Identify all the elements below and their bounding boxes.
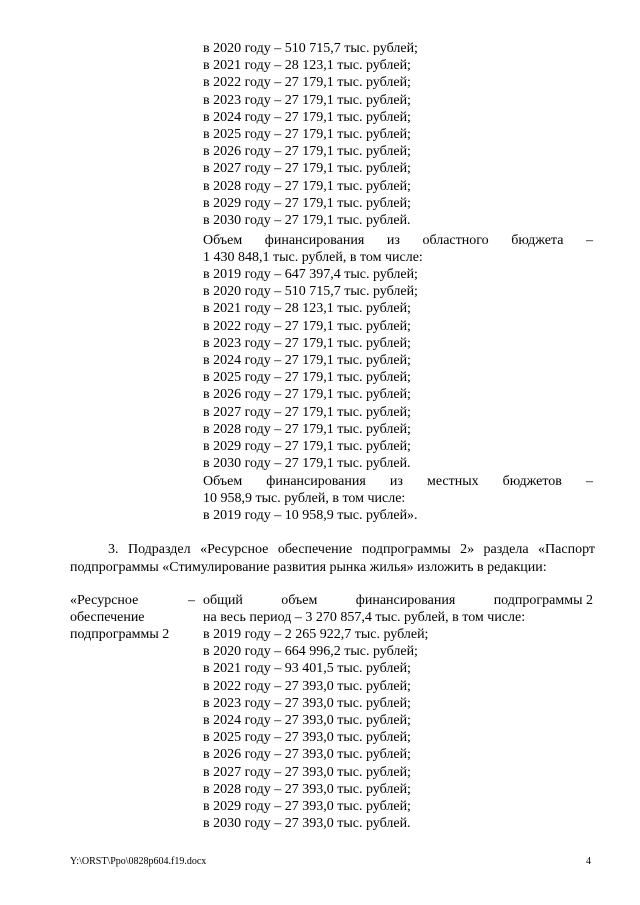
heading-word: общий [203, 593, 243, 608]
heading-word: из [386, 233, 400, 248]
amount-line: в 2019 году – 2 265 922,7 тыс. рублей; [203, 627, 429, 642]
amount-line: в 2030 году – 27 179,1 тыс. рублей. [203, 456, 411, 472]
regional-heading [203, 232, 593, 249]
heading-word: финансирования [355, 593, 456, 608]
heading-word: – [585, 474, 593, 489]
amount-line: в 2028 году – 27 393,0 тыс. рублей; [203, 781, 411, 797]
amount-line: в 2030 году – 27 179,1 тыс. рублей. [203, 213, 411, 228]
local-total: 10 958,9 тыс. рублей, в том числе: [203, 491, 406, 506]
amount-line: в 2025 году – 27 179,1 тыс. рублей; [203, 127, 411, 142]
section-total: на весь период – 3 270 857,4 тыс. рублей, в том числе: [203, 610, 526, 625]
amount-line: в 2027 году – 27 393,0 тыс. рублей; [203, 764, 411, 780]
amount-line: в 2020 году – 510 715,7 тыс. рублей; [203, 284, 418, 300]
section-dash: – [188, 593, 195, 608]
section-heading [203, 592, 593, 609]
amount-line: в 2021 году – 28 123,1 тыс. рублей; [203, 58, 411, 74]
heading-word: подпрограммы 2 [493, 593, 593, 608]
section-label-2: обеспечение [70, 610, 145, 625]
amount-line: в 2022 году – 27 179,1 тыс. рублей; [203, 318, 411, 334]
section-label-3: подпрограммы 2 [70, 627, 170, 642]
amount-line: в 2022 году – 27 179,1 тыс. рублей; [203, 75, 411, 91]
amount-line: в 2029 году – 27 179,1 тыс. рублей; [203, 195, 411, 211]
amount-line: в 2027 году – 27 179,1 тыс. рублей; [203, 404, 411, 420]
heading-word: объем [281, 593, 318, 608]
heading-word: бюджетов [502, 474, 562, 489]
amount-line: в 2022 году – 27 393,0 тыс. рублей; [203, 678, 411, 694]
footer-path: Y:\ORST\Ppo\0828p604.f19.docx [70, 856, 207, 867]
amount-line: в 2023 году – 27 179,1 тыс. рублей; [203, 335, 411, 351]
heading-word: Объем [203, 474, 243, 489]
local-heading [203, 473, 593, 490]
amount-line: в 2021 году – 28 123,1 тыс. рублей; [203, 301, 411, 317]
page-number: 4 [586, 856, 591, 867]
heading-word: – [585, 233, 593, 248]
amount-line: в 2027 году – 27 179,1 тыс. рублей; [203, 161, 411, 177]
amount-line: в 2028 году – 27 179,1 тыс. рублей; [203, 421, 411, 437]
amount-line: в 2025 году – 27 393,0 тыс. рублей; [203, 730, 411, 746]
amount-line: в 2025 году – 27 179,1 тыс. рублей; [203, 370, 411, 386]
amount-line: в 2028 году – 27 179,1 тыс. рублей; [203, 178, 411, 194]
heading-word: местных [426, 474, 479, 489]
amount-line: в 2019 году – 647 397,4 тыс. рублей; [203, 267, 418, 282]
amount-line: в 2021 году – 93 401,5 тыс. рублей; [203, 661, 411, 677]
amount-line: в 2026 году – 27 179,1 тыс. рублей; [203, 144, 411, 160]
amount-line: в 2024 году – 27 179,1 тыс. рублей; [203, 353, 411, 368]
amount-line: в 2024 году – 27 393,0 тыс. рублей; [203, 713, 411, 728]
regional-total: 1 430 848,1 тыс. рублей, в том числе: [203, 250, 423, 265]
amount-line: в 2020 году – 664 996,2 тыс. рублей; [203, 644, 418, 660]
heading-word: финансирования [266, 474, 366, 489]
heading-word: бюджета [511, 233, 564, 248]
amount-line: в 2029 году – 27 179,1 тыс. рублей; [203, 439, 411, 454]
amount-line: в 2029 году – 27 393,0 тыс. рублей; [203, 799, 411, 814]
amount-line: в 2023 году – 27 179,1 тыс. рублей; [203, 92, 411, 108]
amount-line: в 2026 году – 27 179,1 тыс. рублей; [203, 387, 411, 403]
heading-word: областного [422, 233, 489, 248]
amount-line: в 2020 году – 510 715,7 тыс. рублей; [203, 41, 418, 56]
amount-line: в 2030 году – 27 393,0 тыс. рублей. [203, 816, 411, 832]
heading-word: Объем [203, 233, 243, 248]
amount-line: в 2024 году – 27 179,1 тыс. рублей; [203, 109, 411, 125]
section-label-1: «Ресурсное [70, 593, 139, 608]
local-2019: в 2019 году – 10 958,9 тыс. рублей». [203, 508, 418, 523]
heading-word: финансирования [264, 233, 365, 248]
amount-line: в 2026 году – 27 393,0 тыс. рублей; [203, 747, 411, 763]
paragraph-3: 3. Подраздел «Ресурсное обеспечение подпрограммы 2» раздела «Паспорт подпрограммы «Стимулирование развития рынка жилья» изложить в редакции: [70, 542, 595, 575]
heading-word: из [389, 474, 403, 489]
amount-line: в 2023 году – 27 393,0 тыс. рублей; [203, 695, 411, 711]
